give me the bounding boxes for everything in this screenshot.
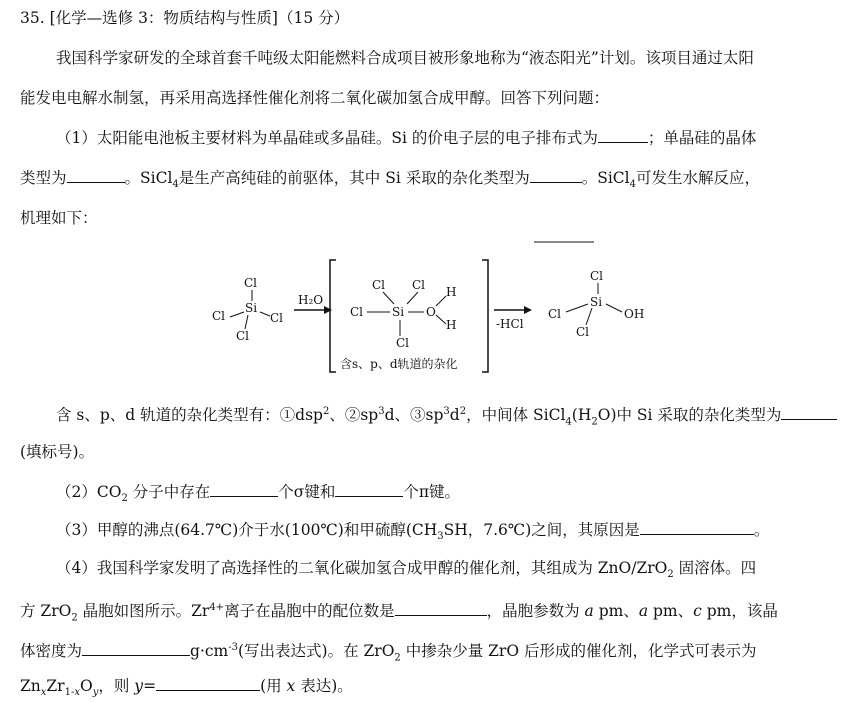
q4-text: pm，该晶 <box>701 602 778 621</box>
q4-text: （4）我国科学家发明了高选择性的二氧化碳加氢合成甲醇的催化剂，其组成为 ZnO/ZrO <box>56 559 668 577</box>
subscript: 4 <box>565 416 572 428</box>
cl-label: Cl <box>212 309 226 323</box>
superscript: -3 <box>228 642 238 653</box>
superscript: 2 <box>322 406 330 417</box>
subscript: 4 <box>172 179 179 191</box>
q2-text: 个π键。 <box>403 483 461 501</box>
q4-text: ，晶胞参数为 <box>486 602 585 621</box>
q1b-text: 、②sp <box>329 406 379 425</box>
cl-label: Cl <box>236 329 250 343</box>
var-y: y <box>92 687 99 699</box>
cl-label: Cl <box>576 325 590 339</box>
q2-text: （2）CO <box>56 483 122 501</box>
q1-text: （1）太阳能电池板主要材料为单晶硅或多晶硅。Si 的价电子层的电子排布式为 <box>56 129 598 147</box>
q1-line-3: 机理如下： <box>20 209 98 227</box>
q2-text: 个σ键和 <box>278 483 336 501</box>
var-y: y <box>134 677 144 695</box>
cl-label: Cl <box>396 336 410 350</box>
si-label: Si <box>245 301 258 315</box>
arrow-head-icon <box>524 306 532 314</box>
q1b-text: ，中间体 SiCl <box>466 406 566 425</box>
q4-text: 晶胞如图所示。Zr <box>77 602 210 621</box>
q4-text: 体密度为 <box>20 642 83 661</box>
param-c: c <box>693 602 702 621</box>
cl-label: Cl <box>372 278 386 292</box>
superscript: 3 <box>378 406 385 417</box>
var-x: x <box>286 677 296 695</box>
q4-text: g·cm <box>190 642 229 661</box>
q4-text: (用 <box>260 677 287 695</box>
answer-blank[interactable] <box>156 676 260 691</box>
question-title: [化学—选修 3：物质结构与性质]（15 分） <box>49 9 350 27</box>
q4-line-3 <box>20 638 756 668</box>
q1-text: 可发生水解反应， <box>636 169 761 187</box>
q1-text: 。SiCl <box>581 169 630 187</box>
q3-text: SH，7.6℃)之间，其原因是 <box>443 521 640 539</box>
answer-blank[interactable] <box>640 520 754 535</box>
q1b-line-2: (填标号)。 <box>20 443 95 461</box>
subscript: 1- <box>64 687 75 699</box>
cl-label: Cl <box>548 307 562 321</box>
subscript: 2 <box>71 612 78 624</box>
q2-text: 分子中存在 <box>127 483 211 501</box>
q4-line-4 <box>20 676 353 703</box>
q4-line-2 <box>20 598 778 628</box>
answer-blank[interactable] <box>82 641 190 656</box>
q4-text: 离子在晶胞中的配位数是 <box>224 602 395 621</box>
q1b-text: 含 s、p、d 轨道的杂化类型有：①dsp <box>56 406 323 425</box>
superscript: 2 <box>459 406 467 417</box>
q4-text: Zr <box>46 677 65 695</box>
si-label: Si <box>392 305 405 319</box>
cl-label: Cl <box>350 305 364 319</box>
q1b-text: (H <box>571 406 592 425</box>
q4-line-1 <box>56 558 756 585</box>
q4-text: pm、 <box>648 602 694 621</box>
q4-text: O <box>79 677 93 695</box>
cl-label: Cl <box>412 278 426 292</box>
q1-text: 类型为 <box>20 169 67 187</box>
param-a: a <box>584 602 594 621</box>
cl-label: Cl <box>270 311 284 325</box>
q3-text: （3）甲醇的沸点(64.7℃)介于水(100℃)和甲硫醇(CH <box>56 521 438 539</box>
cl-label: Cl <box>590 269 604 283</box>
answer-blank[interactable] <box>67 168 125 183</box>
arrow-head-icon <box>324 306 332 314</box>
q1b-text: d、③sp <box>384 406 444 425</box>
subscript: 3 <box>437 531 444 543</box>
q1-text: 是生产高纯硅的前驱体，其中 Si 采取的杂化类型为 <box>178 169 530 187</box>
q4-text: ，则 <box>98 677 135 695</box>
var-x: x <box>74 687 80 699</box>
q2-line <box>56 482 460 509</box>
q1b-line-1 <box>56 402 837 432</box>
h-label: H <box>446 318 457 332</box>
q4-text: 表达)。 <box>295 677 353 695</box>
answer-blank[interactable] <box>210 482 278 497</box>
question-number: 35. <box>20 9 45 27</box>
subscript: 2 <box>591 416 598 428</box>
cl-label: Cl <box>244 276 258 290</box>
answer-blank[interactable] <box>530 168 582 183</box>
h-label: H <box>446 285 457 299</box>
answer-blank[interactable] <box>598 128 648 143</box>
q4-text: Zn <box>20 677 41 695</box>
q1-text: 。SiCl <box>124 169 173 187</box>
var-x: x <box>40 687 47 699</box>
oh-label: OH <box>624 307 645 321</box>
bracket-caption: 含s、p、d轨道的杂化 <box>340 357 458 371</box>
subscript: 4 <box>629 179 637 191</box>
q1b-text: d <box>449 406 460 425</box>
sicl4-structure <box>212 276 283 343</box>
q3-text: 。 <box>753 521 770 539</box>
q4-text: 固溶体。四 <box>673 559 757 577</box>
answer-blank[interactable] <box>781 405 837 420</box>
intro-line-2: 能发电电解水制氢，再采用高选择性催化剂将二氧化碳加氢合成甲醇。回答下列问题： <box>20 89 610 107</box>
answer-blank[interactable] <box>395 601 487 616</box>
hcl-label: -HCl <box>496 317 524 331</box>
q1-line-2 <box>20 168 760 195</box>
superscript: 4+ <box>209 602 225 613</box>
sicl4-hydrolysis-diagram <box>200 232 670 382</box>
subscript: 2 <box>121 493 128 505</box>
param-a: a <box>638 602 649 621</box>
intermediate-structure <box>340 278 458 371</box>
si-label: Si <box>590 295 603 309</box>
subscript: 2 <box>667 569 674 581</box>
q4-text: (写出表达式)。在 ZrO <box>238 642 395 661</box>
q4-text: 中掺杂少量 ZrO 后形成的催化剂，化学式可表示为 <box>400 642 757 661</box>
water-label: H₂O <box>298 293 324 307</box>
product-structure <box>548 269 644 339</box>
question-heading <box>20 8 349 28</box>
q1-line-1 <box>56 128 756 148</box>
o-label: O <box>426 305 436 319</box>
q1-text: ；单晶硅的晶体 <box>647 129 757 147</box>
q4-text: pm、 <box>593 602 639 621</box>
superscript: 3 <box>443 406 450 417</box>
intro-line-1: 我国科学家研发的全球首套千吨级太阳能燃料合成项目被形象地称为“液态阳光”计划。该项目通过太阳 <box>56 49 754 67</box>
answer-blank[interactable] <box>335 482 403 497</box>
q4-text: 方 ZrO <box>20 602 72 621</box>
q1b-text: O)中 Si 采取的杂化类型为 <box>597 406 782 425</box>
subscript: 2 <box>394 652 401 664</box>
q4-text: = <box>143 677 157 695</box>
q3-line <box>56 520 769 547</box>
